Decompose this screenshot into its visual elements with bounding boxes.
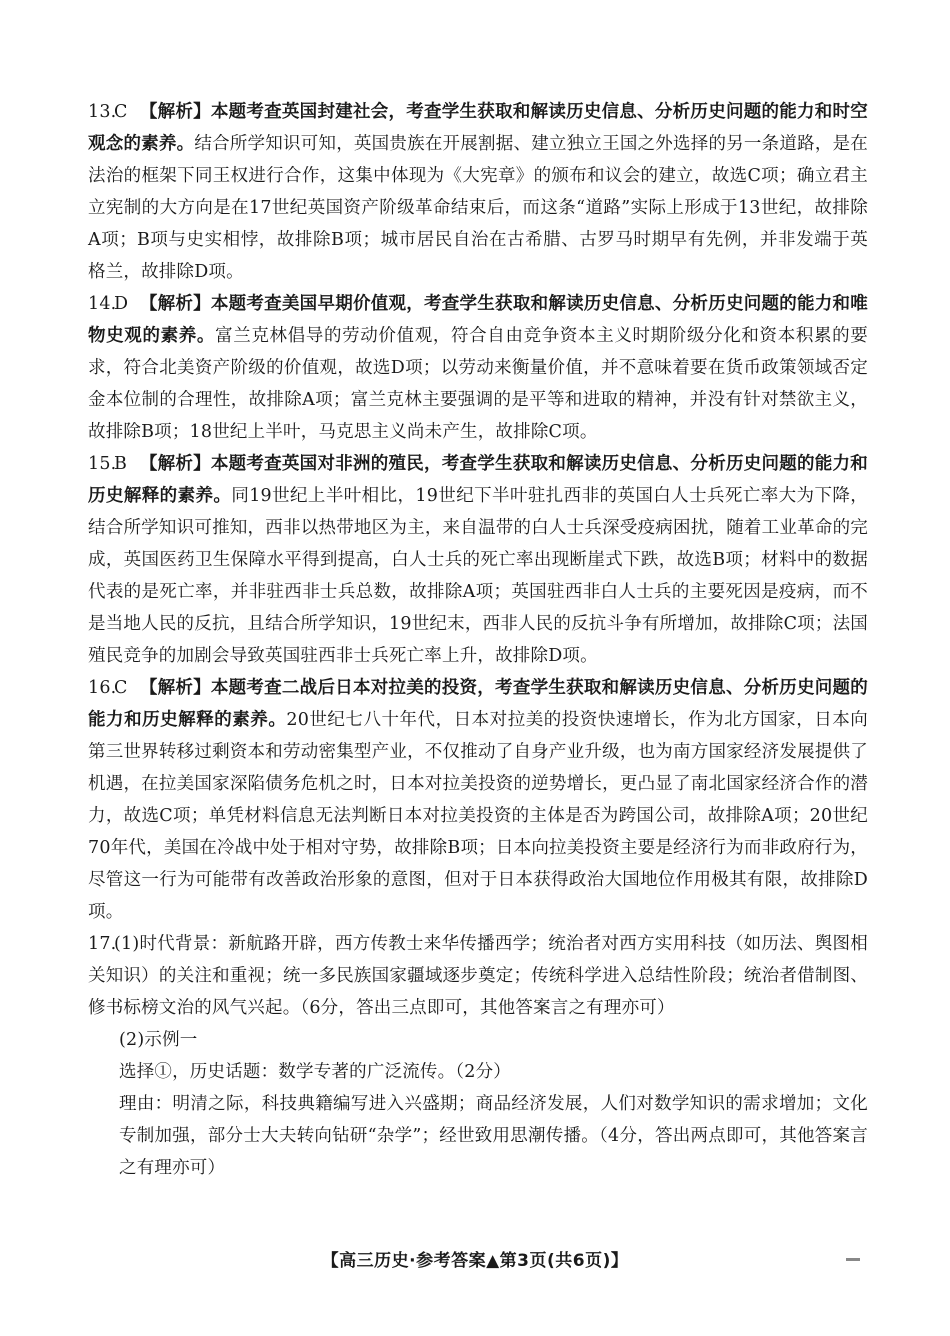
analysis-body: 同19世纪上半叶相比，19世纪下半叶驻扎西非的英国白人士兵死亡率大为下降，结合所学知识可推知，西非以热带地区为主，来自温带的白人士兵深受疫病困扰，随着工业革命的完成，英国医药卫生保障水平得到提高，白人士兵的死亡率出现断崖式下跌，故选B项；材料中的数据代表的是死亡率，并非驻西非士兵总数，故排除A项；英国驻西非白人士兵的主要死因是疫病，而不是当地人民的反抗，且结合所学知识，19世纪末，西非人民的反抗斗争有所增加，故排除C项；法国殖民竞争的加剧会导致英国驻西非士兵死亡率上升，故排除D项。 — [88, 486, 868, 666]
answer-letter: D — [114, 294, 129, 314]
analysis-lead: 本题考查英国封建社会，考查学生获取和解读历史信息、分析历史问题的能力和时空观念的素养。 — [88, 102, 868, 154]
q17-reason: 理由：明清之际，科技典籍编写进入兴盛期；商品经济发展，人们对数学知识的需求增加；文化专制加强，部分士大夫转向钻研“杂学”；经世致用思潮传播。（4分，答出两点即可，其他答案言之有理亦可） — [119, 1094, 868, 1178]
question-number: 16. — [88, 678, 117, 698]
analysis-lead: 本题考查二战后日本对拉美的投资，考查学生获取和解读历史信息、分析历史问题的能力和历史解释的素养。 — [88, 678, 868, 730]
answer-content — [88, 96, 868, 1184]
analysis-body: 结合所学知识可知，英国贵族在开展割据、建立独立王国之外选择的另一条道路，是在法治的框架下同王权进行合作，这集中体现为《大宪章》的颁布和议会的建立，故选C项；确立君主立宪制的大方向是在17世纪英国资产阶级革命结束后，而这条“道路”实际上形成于13世纪，故排除A项；B项与史实相悖，故排除B项；城市居民自治在古希腊、古罗马时期早有先例，并非发端于英格兰，故排除D项。 — [88, 134, 868, 282]
question-number: 13. — [88, 102, 117, 122]
answer-letter: B — [114, 454, 128, 474]
question-14 — [88, 288, 868, 448]
answer-letter: C — [114, 678, 128, 698]
analysis-body: 富兰克林倡导的劳动价值观，符合自由竞争资本主义时期阶级分化和资本积累的要求，符合北美资产阶级的价值观，故选D项；以劳动来衡量价值，并不意味着要在货币政策领域否定金本位制的合理性，故排除A项；富兰克林主要强调的是平等和进取的精神，并没有针对禁欲主义，故排除B项；18世纪上半叶，马克思主义尚未产生，故排除C项。 — [88, 326, 869, 442]
question-17 — [88, 928, 868, 1184]
scan-mark — [846, 1258, 860, 1261]
analysis-tag: 【解析】 — [139, 678, 211, 698]
question-number: 15. — [88, 454, 117, 474]
analysis-tag: 【解析】 — [139, 454, 211, 474]
q17-part2-title: (2)示例一 — [119, 1030, 198, 1050]
analysis-tag: 【解析】 — [139, 102, 211, 122]
question-number: 17. — [88, 934, 117, 954]
question-16 — [88, 672, 868, 928]
question-15 — [88, 448, 868, 672]
analysis-tag: 【解析】 — [139, 294, 211, 314]
question-13 — [88, 96, 868, 288]
analysis-body: 20世纪七八十年代，日本对拉美的投资快速增长，作为北方国家，日本向第三世界转移过剩资本和劳动密集型产业，不仅推动了自身产业升级，也为南方国家经济发展提供了机遇，在拉美国家深陷债务危机之时，日本对拉美投资的逆势增长，更凸显了南北国家经济合作的潜力，故选C项；单凭材料信息无法判断日本对拉美投资的主体是否为跨国公司，故排除A项；20世纪70年代，美国在冷战中处于相对守势，故排除B项；日本向拉美投资主要是经济行为而非政府行为，尽管这一行为可能带有改善政治形象的意图，但对于日本获得政治大国地位作用极其有限，故排除D项。 — [88, 710, 869, 922]
page-footer: 【高三历史·参考答案▲第3页(共6页)】 — [321, 1251, 629, 1271]
q17-choice: 选择①，历史话题：数学专著的广泛流传。（2分） — [119, 1062, 511, 1082]
analysis-lead: 本题考查英国对非洲的殖民，考查学生获取和解读历史信息、分析历史问题的能力和历史解释的素养。 — [88, 454, 868, 506]
analysis-lead: 本题考查美国早期价值观，考查学生获取和解读历史信息、分析历史问题的能力和唯物史观的素养。 — [88, 294, 868, 346]
q17-part1: (1)时代背景：新航路开辟，西方传教士来华传播西学；统治者对西方实用科技（如历法、舆图相关知识）的关注和重视；统一多民族国家疆域逐步奠定；传统科学进入总结性阶段；统治者借制图、修书标榜文治的风气兴起。（6分，答出三点即可，其他答案言之有理亦可） — [88, 934, 868, 1018]
question-number: 14. — [88, 294, 117, 314]
answer-letter: C — [114, 102, 128, 122]
